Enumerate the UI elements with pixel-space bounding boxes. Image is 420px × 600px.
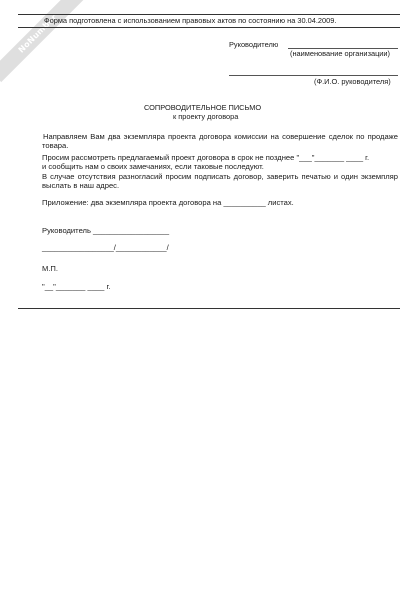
addressee-fio-line <box>229 75 398 76</box>
signature-date-line: "__"_______ ____ г. <box>42 282 111 291</box>
paragraph-1: Направляем Вам два экземпляра проекта договора комиссии на совершение сделок по продаже товара. <box>42 132 398 151</box>
paragraph-2-line-2: и сообщить нам о своих замечаниях, если таковые последуют. <box>42 162 264 171</box>
letter-title: СОПРОВОДИТЕЛЬНОЕ ПИСЬМО <box>144 103 262 112</box>
addressee-to-label: Руководителю <box>229 40 279 49</box>
paragraph-2-line-1: Просим рассмотреть предлагаемый проект договора в срок не позднее "___"_______ ____ г. <box>42 153 370 162</box>
addressee-org-caption: (наименование организации) <box>290 49 391 58</box>
letter-subtitle: к проекту договора <box>173 112 239 121</box>
signature-sign-line: _________________/____________/ <box>42 243 169 252</box>
attachment-line: Приложение: два экземпляра проекта договора на __________ листах. <box>42 198 294 207</box>
addressee-fio-caption: (Ф.И.О. руководителя) <box>314 77 391 86</box>
header-bottom-rule <box>18 27 400 28</box>
signature-head-line: Руководитель __________________ <box>42 226 170 235</box>
document-bottom-rule <box>18 308 400 309</box>
stamp-label: М.П. <box>42 264 59 273</box>
paragraph-3: В случае отсутствия разногласий просим подписать договор, заверить печатью и один экземпляр выслать в наш адрес. <box>42 172 398 191</box>
watermark-ribbon: NoNumber <box>0 0 86 82</box>
header-note: Форма подготовлена с использованием правовых актов по состоянию на 30.04.2009. <box>44 16 337 25</box>
header-top-rule <box>18 14 400 15</box>
